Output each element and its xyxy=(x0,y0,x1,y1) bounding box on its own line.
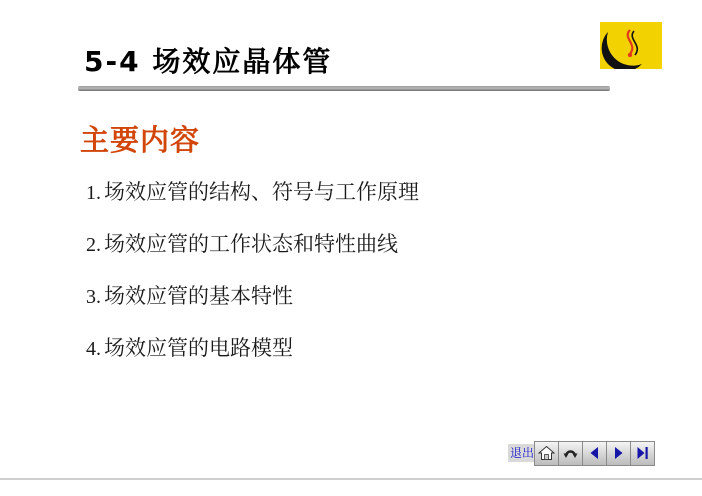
content-list xyxy=(86,182,646,390)
list-item xyxy=(86,286,646,307)
previous-icon xyxy=(586,445,603,461)
last-button[interactable] xyxy=(630,441,655,466)
exit-label[interactable]: 退出 xyxy=(510,446,535,460)
home-button[interactable] xyxy=(534,441,559,466)
section-heading: 主要内容 xyxy=(80,123,201,157)
home-icon xyxy=(538,445,555,461)
list-item-label: 场效应管的基本特性 xyxy=(104,284,293,308)
navigation-bar[interactable] xyxy=(508,440,655,466)
list-item-number: 3. xyxy=(86,286,101,308)
undo-button[interactable] xyxy=(558,441,583,466)
course-logo xyxy=(600,22,662,69)
list-item-number: 4. xyxy=(86,338,101,360)
list-item xyxy=(86,234,646,255)
list-item-label: 场效应管的工作状态和特性曲线 xyxy=(104,232,398,256)
title-divider xyxy=(78,86,610,91)
list-item-number: 2. xyxy=(86,234,101,256)
logo-graphic xyxy=(600,22,662,69)
last-icon xyxy=(634,445,651,461)
list-item-label: 场效应管的结构、符号与工作原理 xyxy=(104,180,419,204)
list-item xyxy=(86,338,646,359)
list-item-label: 场效应管的电路模型 xyxy=(104,336,293,360)
bottom-divider xyxy=(0,478,702,480)
previous-button[interactable] xyxy=(582,441,607,466)
list-item-number: 1. xyxy=(86,182,101,204)
list-item xyxy=(86,182,646,203)
slide-title: 5-4 场效应晶体管 xyxy=(84,45,333,78)
next-icon xyxy=(610,445,627,461)
undo-icon xyxy=(562,445,579,461)
next-button[interactable] xyxy=(606,441,631,466)
